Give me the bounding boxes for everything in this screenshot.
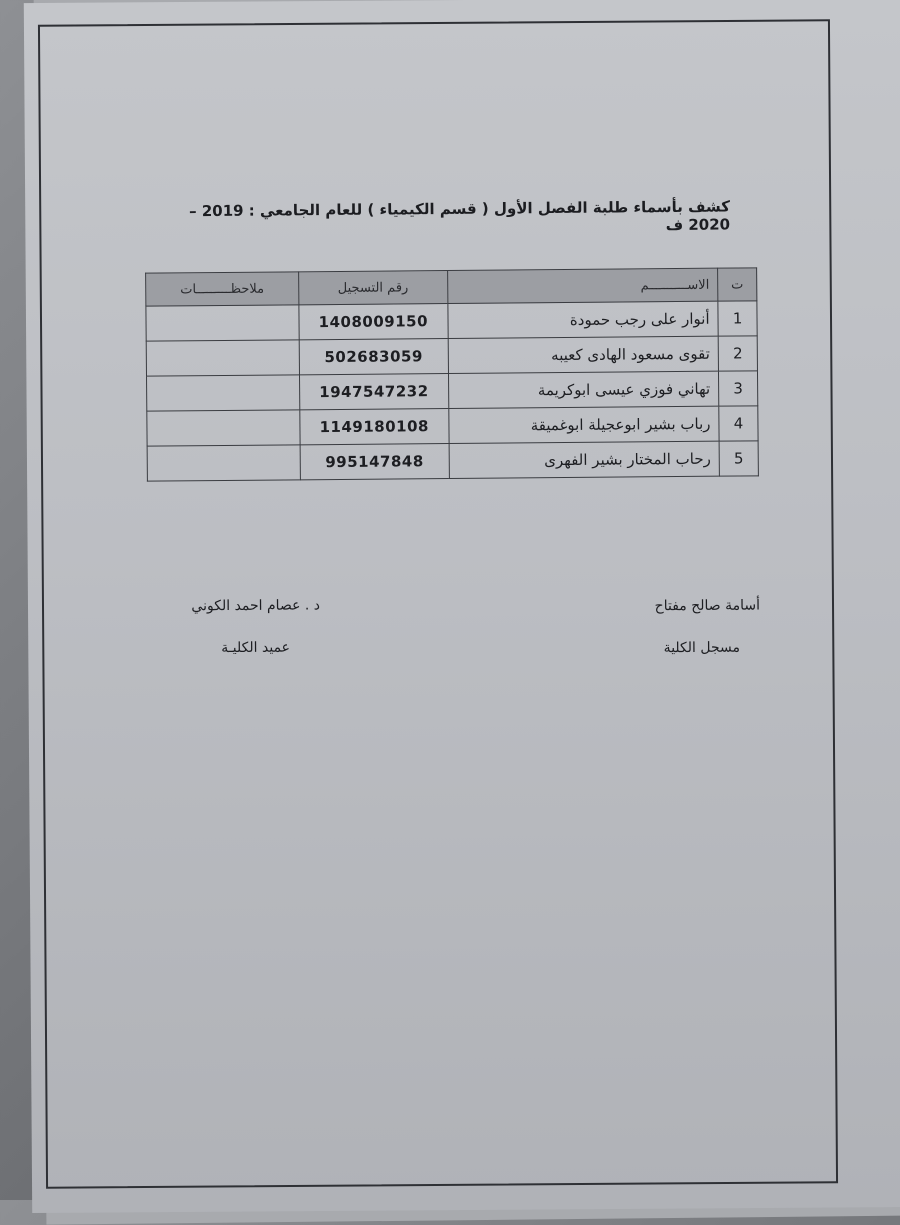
notes-cell (147, 445, 300, 481)
header-notes: ملاحظـــــــــات (146, 272, 299, 306)
notes-cell (147, 375, 300, 411)
notes-cell (147, 410, 300, 446)
header-registration: رقم التسجيل (298, 271, 447, 305)
row-index: 1 (718, 301, 757, 336)
registrar-title: مسجل الكلية (663, 639, 741, 657)
table-row (147, 441, 758, 481)
dean-name: د . عصام احمد الكوني (191, 597, 321, 615)
row-index: 2 (718, 336, 757, 371)
row-index: 4 (719, 406, 758, 441)
table-row (146, 301, 757, 341)
registration-number: 1149180108 (300, 409, 449, 445)
registration-number: 502683059 (299, 339, 448, 375)
row-index: 5 (719, 441, 758, 476)
notes-cell (146, 305, 299, 341)
document-title: كشف بأسماء طلبة الفصل الأول ( قسم الكيمياء ) للعام الجامعي : 2019 – 2020 ف (188, 197, 731, 235)
student-name: تقوى مسعود الهادى كعيبه (448, 336, 719, 373)
registration-number: 1947547232 (299, 374, 448, 410)
row-index: 3 (719, 371, 758, 406)
header-index: ت (718, 268, 757, 301)
student-table (145, 267, 759, 481)
dean-title: عميد الكليـة (221, 639, 291, 657)
table-header-row (146, 268, 757, 306)
registrar-name: أسامة صالح مفتاح (654, 597, 761, 615)
registration-number: 1408009150 (299, 304, 448, 340)
notes-cell (146, 340, 299, 376)
student-name: أنوار على رجب حمودة (448, 301, 719, 338)
table-row (147, 406, 758, 446)
student-name: رباب بشير ابوعجيلة ابوغميقة (449, 406, 720, 443)
student-name: رحاب المختار بشير الفهرى (449, 441, 720, 478)
student-name: تهاني فوزي عيسى ابوكريمة (448, 371, 719, 408)
registration-number: 995147848 (300, 444, 449, 480)
table-row (146, 336, 757, 376)
header-name: الاســــــــــم (447, 268, 718, 303)
table-row (147, 371, 758, 411)
